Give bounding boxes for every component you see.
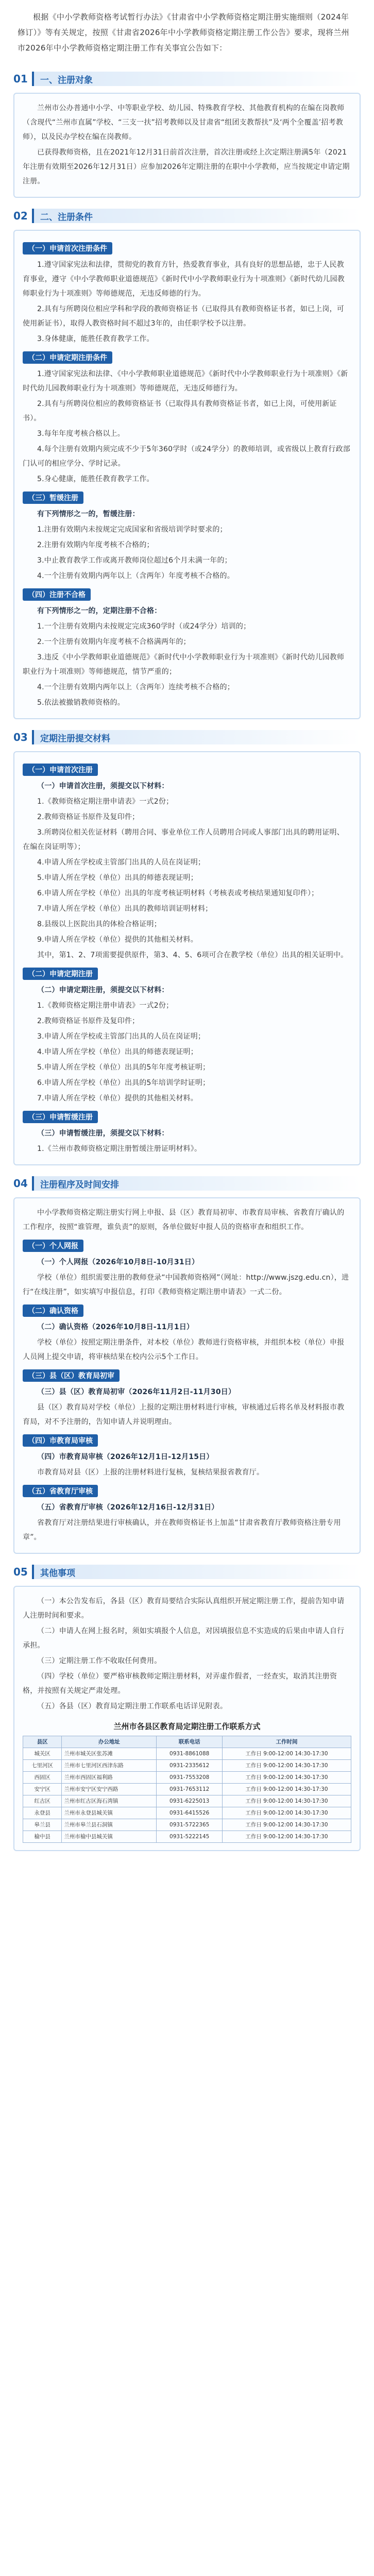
section-card-5 xyxy=(13,1586,361,1851)
paragraph: 4.申请人所在学校（单位）出具的师德表现证明； xyxy=(37,1048,198,1056)
paragraph: 学校（单位）按照定期注册条件，对本校（单位）教师进行资格审核，并组织本校（单位）申报人员网上提交申请，将审核结果在校内公示5个工作日。 xyxy=(23,1338,345,1361)
subsection-heading: （二）确认资格 xyxy=(23,1304,83,1317)
paragraph: 9.申请人所在学校（单位）提供的其他相关材料。 xyxy=(37,936,198,944)
paragraph: 5.申请人所在学校（单位）出具的5年年度考核证明； xyxy=(37,1063,210,1072)
table-row xyxy=(23,1795,351,1807)
paragraph: 中小学教师资格定期注册实行网上申报、县（区）教育局初审、市教育局审核、省教育厅确认的工作程序，按照“谁管理，谁负责”的原则，各单位做好申报人员的资格审查和组织工作。 xyxy=(23,1209,345,1231)
table-header-cell: 联系电话 xyxy=(157,1736,223,1748)
section-card-1 xyxy=(13,93,361,198)
section-card-3 xyxy=(13,751,361,1165)
paragraph: 7.申请人所在学校（单位）提供的其他相关材料。 xyxy=(37,1094,198,1103)
section-title: 二、注册条件 xyxy=(32,209,361,223)
paragraph: 1.《教师资格定期注册申请表》一式2份； xyxy=(37,1002,174,1010)
paragraph: 3.违反《中小学教师职业道德规范》《新时代中小学教师职业行为十项准则》《新时代幼儿园教师职业行为十项准则》等师德规范，情节严重的； xyxy=(23,653,345,676)
subsection-heading: （一）个人网报 xyxy=(23,1240,83,1252)
paragraph: （二）申请定期注册，须提交以下材料： xyxy=(37,986,169,994)
paragraph: （四）市教育局审核（2026年12月1日-12月15日） xyxy=(37,1453,214,1461)
paragraph: 4.申请人所在学校或主管部门出具的人员在岗证明； xyxy=(37,858,206,867)
table-cell: 兰州市榆中县城关镇 xyxy=(62,1831,157,1843)
paragraph: （二）申请人在网上报名时，须如实填报个人信息，对因填报信息不实造成的后果由申请人自行承担。 xyxy=(23,1627,345,1650)
paragraph: 省教育厅对注册结果进行审核确认，并在教师资格证书上加盖“甘肃省教育厅教师资格注册专用章”。 xyxy=(23,1519,341,1541)
table-cell: 兰州市皋兰县石洞镇 xyxy=(62,1819,157,1831)
subsection-heading: （二）申请定期注册条件 xyxy=(23,351,112,364)
section-number: 05 xyxy=(13,1566,28,1578)
subsection-heading: （五）省教育厅审核 xyxy=(23,1485,98,1497)
section-header-5 xyxy=(13,1563,361,1581)
section-number: 04 xyxy=(13,1177,28,1190)
table-header-cell: 县区 xyxy=(23,1736,62,1748)
table-row xyxy=(23,1748,351,1760)
table-cell: 兰州市红古区海石湾镇 xyxy=(62,1795,157,1807)
table-cell: 工作日 9:00-12:00 14:30-17:30 xyxy=(222,1772,351,1784)
paragraph: 兰州市公办普通中小学、中等职业学校、幼儿园、特殊教育学校、其他教育机构的在编在岗教师（含现代“兰州市直属”学校、“三支一扶”招考教师以及甘肃省“组团支教帮扶”及‘两个全覆盖’招考教师），以及民办学校在编在岗教师。 xyxy=(23,104,345,141)
paragraph: 7.申请人所在学校（单位）出具的教师培训证明材料； xyxy=(37,905,213,913)
table-cell: 0931-2335612 xyxy=(157,1760,223,1772)
table-title: 兰州市各县区教育局定期注册工作联系方式 xyxy=(113,1722,261,1731)
paragraph: （一）个人网报（2026年10月8日-10月31日） xyxy=(37,1258,199,1266)
paragraph: 1.遵守国家宪法和法律、《中小学教师职业道德规范》《新时代中小学教师职业行为十项准则》《新时代幼儿园教师职业行为十项准则》等师德规范，无违反师德行为。 xyxy=(23,370,348,393)
table-header-row xyxy=(23,1736,351,1748)
table-cell: 0931-8861088 xyxy=(157,1748,223,1760)
paragraph: （三）申请暂缓注册，须提交以下材料： xyxy=(37,1129,169,1138)
paragraph: 3.身体健康，能胜任教育教学工作。 xyxy=(37,335,154,343)
paragraph: 市教育局对县（区）上报的注册材料进行复核，复核结果报省教育厅。 xyxy=(37,1468,264,1477)
paragraph: （二）确认资格（2026年10月8日-11月1日） xyxy=(37,1323,194,1331)
paragraph: 5.身心健康，能胜任教育教学工作。 xyxy=(37,475,154,483)
table-cell: 皋兰县 xyxy=(23,1819,62,1831)
table-cell: 七里河区 xyxy=(23,1760,62,1772)
paragraph: 2.一个注册有效期内年度考核不合格满两年的； xyxy=(37,638,191,646)
paragraph: 学校（单位）组织需要注册的教师登录“中国教师资格网”（网址：http://www.jszg.edu.cn），进行“在线注册”，如实填写申报信息，打印《教师资格定期注册申请表》一式二份。 xyxy=(23,1274,349,1296)
contact-table-wrapper xyxy=(23,1721,351,1843)
table-cell: 0931-6225013 xyxy=(157,1795,223,1807)
paragraph: 4.每个注册有效期内须完成不少于5年360学时（或24学分）的教师培训，或省级以上教育行政部门认可的相应学分、学时记录。 xyxy=(23,445,350,468)
section-number: 01 xyxy=(13,73,28,85)
paragraph: 1.注册有效期内未按规定完成国家和省级培训学时要求的； xyxy=(37,526,227,534)
subsection-heading: （一）申请首次注册条件 xyxy=(23,242,112,255)
table-cell: 0931-5722365 xyxy=(157,1819,223,1831)
table-cell: 工作日 9:00-12:00 14:30-17:30 xyxy=(222,1760,351,1772)
table-cell: 城关区 xyxy=(23,1748,62,1760)
paragraph: （五）各县（区）教育局定期注册工作联系电话详见附表。 xyxy=(37,1702,228,1710)
table-cell: 0931-7553208 xyxy=(157,1772,223,1784)
contact-table xyxy=(23,1736,351,1843)
paragraph: （三）定期注册工作不收取任何费用。 xyxy=(37,1657,162,1665)
subsection-heading: （四）注册不合格 xyxy=(23,588,91,601)
paragraph: 4.一个注册有效期内两年以上（含两年）连续考核不合格的； xyxy=(37,683,234,691)
table-cell: 工作日 9:00-12:00 14:30-17:30 xyxy=(222,1748,351,1760)
table-cell: 工作日 9:00-12:00 14:30-17:30 xyxy=(222,1795,351,1807)
paragraph: （一）申请首次注册，须提交以下材料： xyxy=(37,782,169,790)
paragraph: 2.具有与所聘岗位相应学科和学段的教师资格证书（已取得具有教师资格证书者，如已上岗，可使用新证书），取得人教资格时间不超过3年的，由任职学校予以注册。 xyxy=(23,305,344,328)
intro-paragraph: 根据《中小学教师资格考试暂行办法》《甘肃省中小学教师资格定期注册实施细则（2024年修订）》等有关规定，按照《甘肃省2026年中小学教师资格定期注册工作公告》要求，现将兰州市2026年中小学教师资格定期注册工作有关事宜公告如下： xyxy=(18,12,349,53)
subsection-heading: （三）申请暂缓注册 xyxy=(23,1111,98,1123)
table-cell: 兰州市西固区福利路 xyxy=(62,1772,157,1784)
table-row xyxy=(23,1819,351,1831)
table-cell: 兰州市城关区张苏滩 xyxy=(62,1748,157,1760)
table-header-cell: 工作时间 xyxy=(222,1736,351,1748)
table-cell: 西固区 xyxy=(23,1772,62,1784)
table-cell: 安宁区 xyxy=(23,1784,62,1795)
paragraph: 5.依法被撤销教师资格的。 xyxy=(37,699,125,707)
table-cell: 永登县 xyxy=(23,1807,62,1819)
table-row xyxy=(23,1772,351,1784)
table-cell: 工作日 9:00-12:00 14:30-17:30 xyxy=(222,1831,351,1843)
table-header-cell: 办公地址 xyxy=(62,1736,157,1748)
section-card-2 xyxy=(13,230,361,719)
subsection-heading: （一）申请首次注册 xyxy=(23,764,98,776)
table-row xyxy=(23,1807,351,1819)
table-cell: 工作日 9:00-12:00 14:30-17:30 xyxy=(222,1784,351,1795)
paragraph: 有下列情形之一的，定期注册不合格： xyxy=(37,607,162,615)
paragraph: （三）县（区）教育局初审（2026年11月2日-11月30日） xyxy=(37,1388,236,1396)
paragraph: 1.一个注册有效期内未按规定完成360学时（或24学分）培训的； xyxy=(37,622,251,631)
table-cell: 兰州市七里河区西津东路 xyxy=(62,1760,157,1772)
table-cell: 红古区 xyxy=(23,1795,62,1807)
section-card-4 xyxy=(13,1197,361,1554)
paragraph: 6.申请人所在学校（单位）出具的5年培训学时证明； xyxy=(37,1079,210,1087)
paragraph: 2.教师资格证书原件及复印件； xyxy=(37,1017,140,1025)
section-title: 定期注册提交材料 xyxy=(32,730,361,744)
table-cell: 0931-5222145 xyxy=(157,1831,223,1843)
section-header-2 xyxy=(13,207,361,225)
table-cell: 兰州市安宁区安宁西路 xyxy=(62,1784,157,1795)
subsection-heading: （三）县（区）教育局初审 xyxy=(23,1369,120,1382)
paragraph: 1.《兰州市教师资格定期注册暂缓注册证明材料》。 xyxy=(37,1145,202,1153)
paragraph: 有下列情形之一的，暂缓注册： xyxy=(37,510,140,518)
paragraph: 其中，第1、2、7项需要提供原件，第3、4、5、6项可合在教学校（单位）出具的相关证明中。 xyxy=(37,951,348,959)
section-header-1 xyxy=(13,70,361,88)
paragraph: （五）省教育厅审核（2026年12月16日-12月31日） xyxy=(37,1503,219,1512)
table-cell: 工作日 9:00-12:00 14:30-17:30 xyxy=(222,1819,351,1831)
subsection-heading: （二）申请定期注册 xyxy=(23,968,98,980)
table-row xyxy=(23,1831,351,1843)
section-title: 一、注册对象 xyxy=(32,72,361,86)
section-number: 02 xyxy=(13,210,28,222)
table-cell: 兰州市永登县城关镇 xyxy=(62,1807,157,1819)
section-number: 03 xyxy=(13,731,28,743)
table-row xyxy=(23,1760,351,1772)
table-row xyxy=(23,1784,351,1795)
paragraph: 县（区）教育局对学校（单位）上报的定期注册材料进行审核，审核通过后将名单及材料报市教育局，对不予注册的，告知申请人并说明理由。 xyxy=(23,1403,345,1426)
table-cell: 榆中县 xyxy=(23,1831,62,1843)
paragraph: 1.遵守国家宪法和法律，贯彻党的教育方针，热爱教育事业，具有良好的思想品德，忠于人民教育事业，遵守《中小学教师职业道德规范》《新时代中小学教师职业行为十项准则》《新时代幼儿园教师职业行为十项准则》等师德规范，无违反师德的行为。 xyxy=(23,261,345,298)
subsection-heading: （三）暂缓注册 xyxy=(23,492,83,504)
paragraph: 2.注册有效期内年度考核不合格的； xyxy=(37,541,154,549)
paragraph: （四）学校（单位）要严格审核教师定期注册材料，对弄虚作假者，一经查实，取消其注册资格，并按照有关规定严肃处理。 xyxy=(23,1672,337,1695)
paragraph: 6.申请人所在学校（单位）出具的年度考核证明材料（考核表或考核结果通知复印件）； xyxy=(37,889,319,897)
section-header-3 xyxy=(13,728,361,746)
paragraph: 5.申请人所在学校（单位）出具的师德表现证明； xyxy=(37,874,198,882)
table-cell: 工作日 9:00-12:00 14:30-17:30 xyxy=(222,1807,351,1819)
paragraph: 3.中止教育教学工作或离开教师岗位超过6个月未满一年的； xyxy=(37,556,232,565)
paragraph: 1.《教师资格定期注册申请表》一式2份； xyxy=(37,798,174,806)
section-title: 其他事项 xyxy=(32,1565,361,1579)
table-cell: 0931-6415526 xyxy=(157,1807,223,1819)
paragraph: 3.每年年度考核合格以上。 xyxy=(37,430,125,438)
paragraph: 4.一个注册有效期内两年以上（含两年）年度考核不合格的。 xyxy=(37,572,234,580)
section-header-4 xyxy=(13,1175,361,1192)
table-cell: 0931-7653112 xyxy=(157,1784,223,1795)
paragraph: 8.县级以上医院出具的体检合格证明； xyxy=(37,920,161,928)
paragraph: 2.教师资格证书原件及复印件； xyxy=(37,813,140,821)
subsection-heading: （四）市教育局审核 xyxy=(23,1434,98,1447)
paragraph: 已获得教师资格，且在2021年12月31日前首次注册，首次注册或经上次定期注册满5年（2021年注册有效期至2026年12月31日）应参加2026年定期注册的在职中小学教师，应当按规定申请定期注册。 xyxy=(23,148,350,185)
paragraph: （一）本公告发布后，各县（区）教育局要结合实际认真组织开展定期注册工作，提前告知申请人注册时间和要求。 xyxy=(23,1597,345,1620)
section-title: 注册程序及时间安排 xyxy=(32,1176,361,1191)
paragraph: 3.所聘岗位相关佐证材料（聘用合同、事业单位工作人员聘用合同或人事部门出具的聘用证明、在编在岗证明等）； xyxy=(23,828,344,851)
paragraph: 3.申请人所在学校或主管部门出具的人员在岗证明； xyxy=(37,1032,206,1041)
paragraph: 2.具有与所聘岗位相应的教师资格证书（已取得具有教师资格证书者，如已上岗，可使用新证书）。 xyxy=(23,400,337,422)
